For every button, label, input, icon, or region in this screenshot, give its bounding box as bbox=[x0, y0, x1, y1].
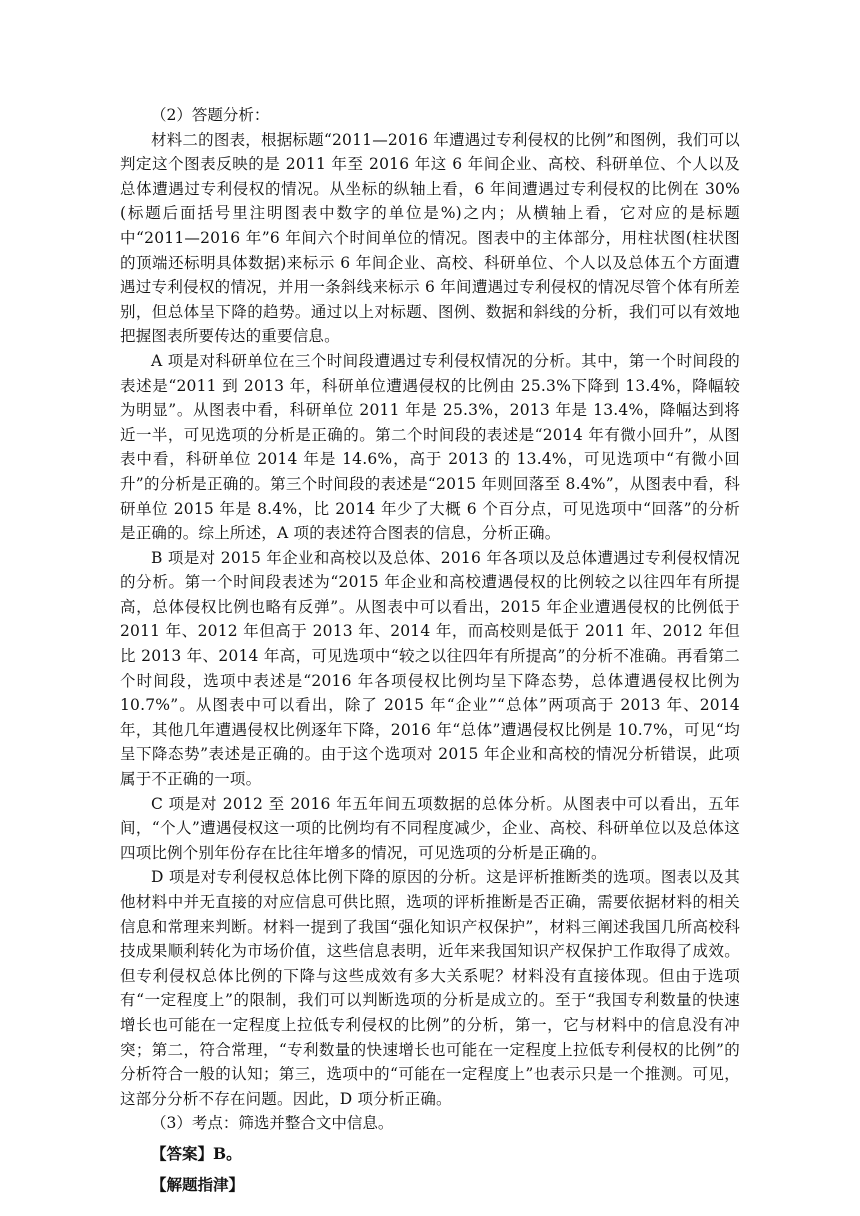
paragraph-option-b: B 项是对 2015 年企业和高校以及总体、2016 年各项以及总体遭遇过专利侵权情况的分析。第一个时间段表述为“2015 年企业和高校遭遇侵权的比例较之以往四年有所提高，总体侵权比例也略有反弹”。从图表中可以看出，2015 年企业遭遇侵权的比例低于 2011 年、2012 年但高于 2013 年、2014 年，而高校则是低于 2011 年、2012 年但比 2013 年、2014 年高，可见选项中“较之以往四年有所提高”的分析不准确。再看第二个时间段，选项中表述是“2016 年各项侵权比例均呈下降态势，总体遭遇侵权比例为 10.7%”。从图表中可以看出，除了 2015 年“企业”“总体”两项高于 2013 年、2014 年，其他几年遭遇侵权比例逐年下降，2016 年“总体”遭遇侵权比例是 10.7%，可见“均呈下降态势”表述是正确的。由于这个选项对 2015 年企业和高校的情况分析错误，此项属于不正确的一项。 bbox=[120, 548, 740, 789]
key-point: （3）考点：筛选并整合文中信息。 bbox=[151, 1114, 394, 1133]
answer-label: 【答案】B。 bbox=[151, 1143, 242, 1163]
paragraph-option-a: A 项是对科研单位在三个时间段遭遇过专利侵权情况的分析。其中，第一个时间段的表述是“2011 到 2013 年，科研单位遭遇侵权的比例由 25.3%下降到 13.4%，降幅较为明显”。从图表中看，科研单位 2011 年是 25.3%，2013 年是 13.4%，降幅达到将近一半，可见选项的分析是正确的。第二个时间段的表述是“2014 年有微小回升”，从图表中看，科研单位 2014 年是 14.6%，高于 2013 的 13.4%，可见选项中“有微小回升”的分析是正确的。第三个时间段的表述是“2015 年则回落至 8.4%”，从图表中看，科研单位 2015 年是 8.4%，比 2014 年少了大概 6 个百分点，可见选项中“回落”的分析是正确的。综上所述，A 项的表述符合图表的信息，分析正确。 bbox=[120, 351, 740, 543]
paragraph-chart-analysis: 材料二的图表，根据标题“2011—2016 年遭遇过专利侵权的比例”和图例，我们可以判定这个图表反映的是 2011 年至 2016 年这 6 年间企业、高校、科研单位、个人以及总体遭遇过专利侵权的情况。从坐标的纵轴上看，6 年间遭遇过专利侵权的比例在 30%(标题后面括号里注明图表中数字的单位是%)之内；从横轴上看，它对应的是标题中“2011—2016 年”6 年间六个时间单位的情况。图表中的主体部分，用柱状图(柱状图的顶端还标明具体数据)来标示 6 年间企业、高校、科研单位、个人以及总体五个方面遭遇过专利侵权的情况，并用一条斜线来标示 6 年间遭遇过专利侵权的情况尽管个体有所差别，但总体呈下降的趋势。通过以上对标题、图例、数据和斜线的分析，我们可以有效地把握图表所要传达的重要信息。 bbox=[120, 130, 740, 346]
document-body bbox=[120, 103, 740, 1197]
paragraph-option-d: D 项是对专利侵权总体比例下降的原因的分析。这是评析推断类的选项。图表以及其他材料中并无直接的对应信息可供比照，选项的评析推断是否正确，需要依据材料的相关信息和常理来判断。材料一提到了我国“强化知识产权保护”，材料三阐述我国几所高校科技成果顺利转化为市场价值，这些信息表明，近年来我国知识产权保护工作取得了成效。但专利侵权总体比例的下降与这些成效有多大关系呢？材料没有直接体现。但由于选项有“一定程度上”的限制，我们可以判断选项的分析是成立的。至于“我国专利数量的快速增长也可能在一定程度上拉低专利侵权的比例”的分析，第一，它与材料中的信息没有冲突；第二，符合常理，“专利数量的快速增长也可能在一定程度上拉低专利侵权的比例”的分析符合一般的认知；第三，选项中的“可能在一定程度上”也表示只是一个推测。可见，这部分分析不存在问题。因此，D 项分析正确。 bbox=[120, 868, 740, 1108]
analysis-heading: （2）答题分析： bbox=[151, 106, 270, 124]
paragraph-option-c: C 项是对 2012 至 2016 年五年间五项数据的总体分析。从图表中可以看出，五年间，“个人”遭遇侵权这一项的比例均有不同程度减少，企业、高校、科研单位以及总体这四项比例个别年份存在比往年增多的情况，可见选项的分析是正确的。 bbox=[120, 794, 740, 862]
guidance-label: 【解题指津】 bbox=[151, 1174, 245, 1194]
